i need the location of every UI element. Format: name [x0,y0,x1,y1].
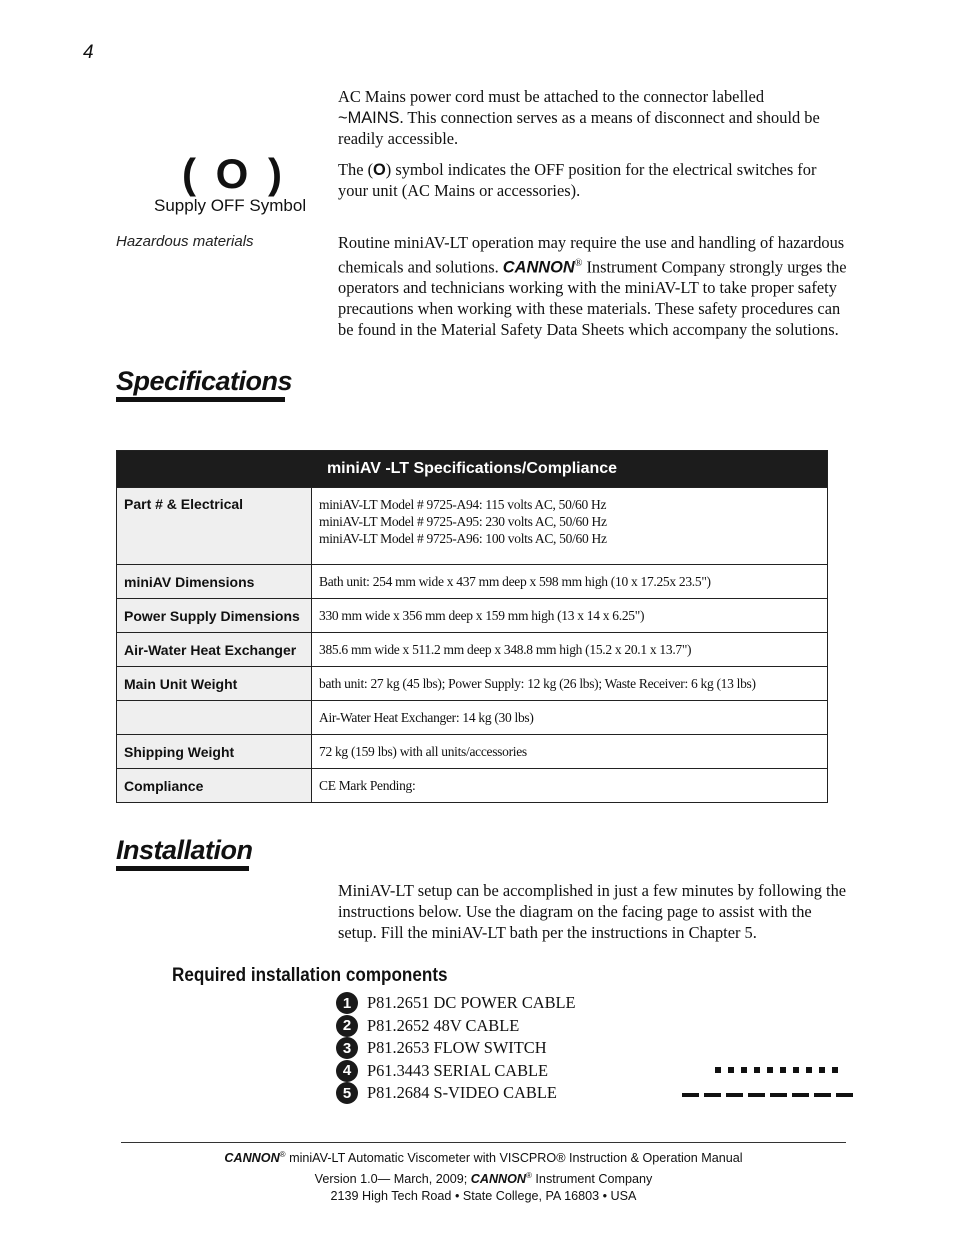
registered-mark: ® [279,1150,286,1159]
table-title-row [117,451,828,488]
value-line: miniAV-LT Model # 9725-A94: 115 volts AC, 50/60 Hz [319,497,607,512]
list-item [336,1060,576,1083]
footer-address: 2139 High Tech Road • State College, PA 16803 • USA [330,1189,637,1204]
footer-company: Instrument Company [531,1172,653,1187]
row-value: bath unit: 27 kg (45 lbs); Power Supply: 12 kg (26 lbs); Waste Receiver: 6 kg (13 lbs) [312,667,828,701]
row-label: Part # & Electrical [117,488,312,565]
mains-line-1: AC Mains power cord must be attached to the connector labelled [338,87,765,106]
specifications-heading-block [116,366,293,402]
number-4-icon: 4 [336,1060,358,1082]
footer-brand: CANNON [224,1151,280,1166]
registered-mark: ® [574,257,583,269]
list-item [336,992,576,1015]
component-text: P81.2652 48V CABLE [367,1015,520,1035]
off-text-before: The ( [338,160,374,179]
installation-heading: Installation [116,835,253,865]
row-label: Shipping Weight [117,735,312,769]
row-label: Main Unit Weight [117,667,312,701]
hazardous-paragraph [338,233,848,340]
svideo-cable-line-sample [682,1093,853,1097]
heading-underline [116,866,249,871]
number-1-icon: 1 [336,992,358,1014]
hazard-text-before: Routine miniAV-LT operation may require the use and handling of hazardous chemicals and solutions. [338,233,845,277]
row-value: 330 mm wide x 356 mm deep x 159 mm high (13 x 14 x 6.25") [312,599,828,633]
installation-intro-text: MiniAV-LT setup can be accomplished in just a few minutes by following the instructions below. Use the diagram on the facing page to assist with the setup. Fill the miniAV-LT bath per the instructions in Chapter 5. [338,881,847,942]
mains-line-2: . This connection serves as a means of disconnect and should be [399,107,820,127]
list-item [336,1037,576,1060]
footer-line-2 [121,1167,846,1188]
footer-version: Version 1.0— March, 2009; [314,1172,471,1187]
value-line: miniAV-LT Model # 9725-A96: 100 volts AC, 50/60 Hz [319,531,607,546]
row-value: CE Mark Pending: [312,769,828,803]
component-text: P81.2651 DC POWER CABLE [367,993,576,1013]
heading-underline [116,397,285,402]
off-paragraph [338,160,848,202]
table-row [117,701,828,735]
component-text: P61.3443 SERIAL CABLE [367,1060,549,1080]
component-text: P81.2684 S-VIDEO CABLE [367,1083,557,1103]
number-5-icon: 5 [336,1082,358,1104]
row-label: Power Supply Dimensions [117,599,312,633]
number-2-icon: 2 [336,1015,358,1037]
table-row [117,599,828,633]
list-item [336,1082,576,1105]
components-list [336,992,576,1105]
table-title: miniAV -LT Specifications/Compliance [117,451,828,488]
row-label: miniAV Dimensions [117,565,312,599]
page-number: 4 [83,42,94,63]
table-row [117,633,828,667]
cannon-brand: CANNON [502,258,575,277]
footer [121,1146,846,1205]
supply-off-symbol-icon: ( O ) [182,150,286,197]
list-item [336,1015,576,1038]
table-row [117,769,828,803]
table-row [117,735,828,769]
row-label [117,701,312,735]
row-label: Air-Water Heat Exchanger [117,633,312,667]
row-value: 385.6 mm wide x 511.2 mm deep x 348.8 mm high (15.2 x 20.1 x 13.7") [312,633,828,667]
supply-off-caption: Supply OFF Symbol [154,196,307,215]
installation-heading-block [116,835,253,871]
footer-line-1-text: miniAV-LT Automatic Viscometer with VISCPRO® Instruction & Operation Manual [285,1151,743,1166]
registered-mark: ® [526,1171,532,1181]
row-value: 72 kg (159 lbs) with all units/accessories [312,735,828,769]
required-components-heading: Required installation components [172,965,448,986]
mains-paragraph [338,87,848,149]
row-value: Air-Water Heat Exchanger: 14 kg (30 lbs) [312,701,828,735]
table-row [117,565,828,599]
hazard-text-after: Instrument Company strongly urges the operators and technicians working with the miniAV-LT to take proper safety precautions when working with these materials. These safety procedures can be found in the Material Safety Data Sheets which accompany the solutions. [338,257,847,339]
hazardous-materials-label: Hazardous materials [116,233,254,250]
row-value [312,488,828,565]
footer-brand: CANNON [470,1172,527,1187]
component-text: P81.2653 FLOW SWITCH [367,1038,547,1058]
off-symbol-inline: O [373,161,386,179]
footer-line-1 [121,1146,846,1167]
mains-line-3: readily accessible. [338,128,459,148]
row-label: Compliance [117,769,312,803]
value-line: miniAV-LT Model # 9725-A95: 230 volts AC, 50/60 Hz [319,514,607,529]
specifications-heading: Specifications [116,366,293,396]
specifications-table [116,450,828,803]
mains-label: ~MAINS [338,108,400,127]
installation-intro [338,881,850,943]
number-3-icon: 3 [336,1037,358,1059]
table-row [117,667,828,701]
row-value: Bath unit: 254 mm wide x 437 mm deep x 598 mm high (10 x 17.25x 23.5") [312,565,828,599]
table-row [117,488,828,565]
serial-cable-line-sample [715,1067,838,1073]
off-text-after: ) symbol indicates the OFF position for the electrical switches for your unit (AC Mains or accessories). [338,160,817,200]
footer-divider [121,1142,846,1143]
